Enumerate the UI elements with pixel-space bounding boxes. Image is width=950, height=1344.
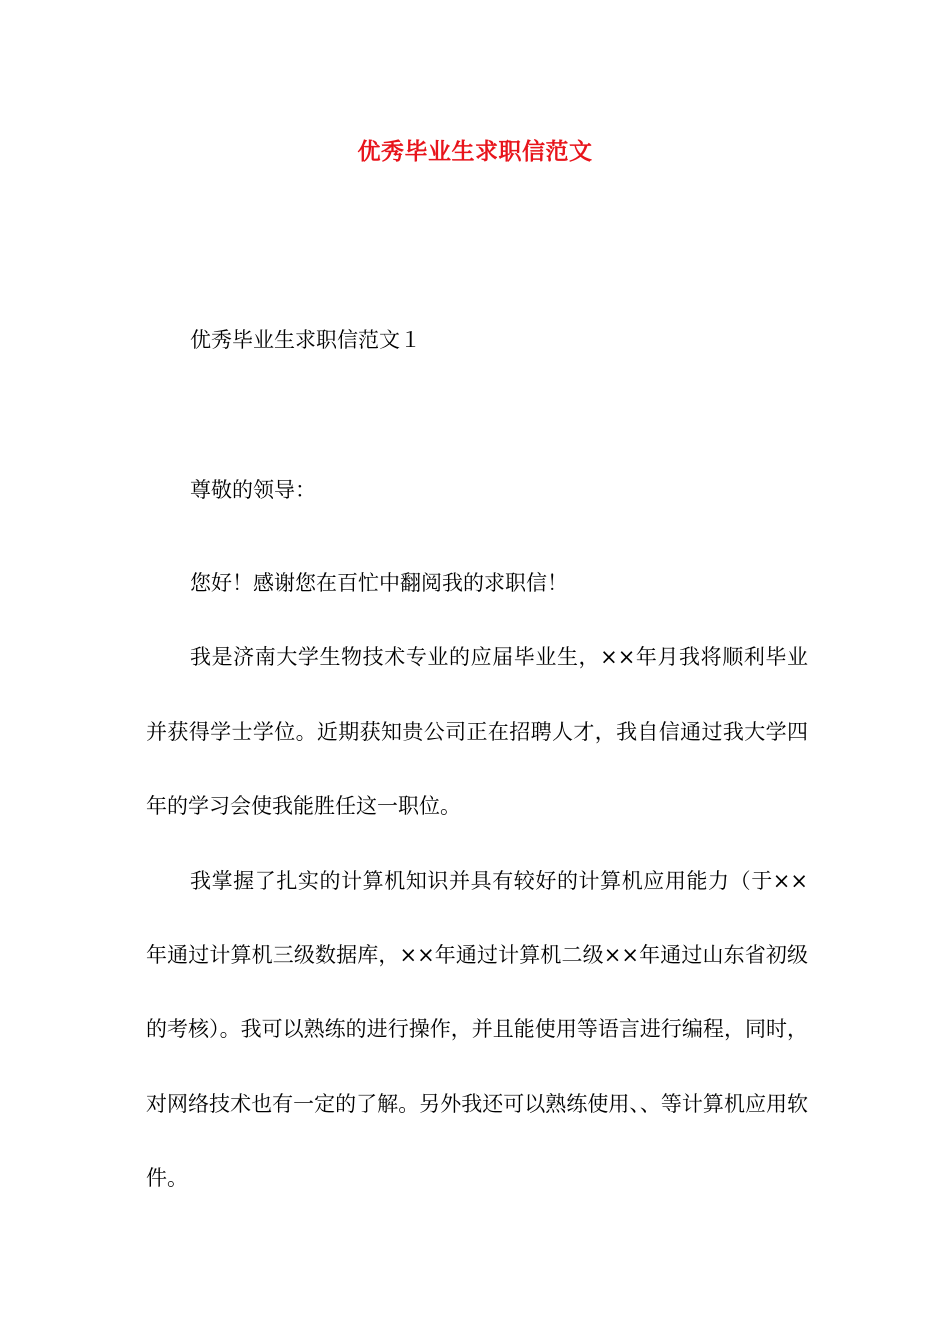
paragraph-computer-skills: 我掌握了扎实的计算机知识并具有较好的计算机应用能力（于××年通过计算机三级数据库，××年通过计算机二级××年通过山东省初级的考核）。我可以熟练的进行操作，并且能使用等语言进行编程，同时，对网络技术也有一定的了解。另外我还可以熟练使用、、等计算机应用软件。 [146, 868, 808, 1191]
paragraph-greeting: 您好！感谢您在百忙中翻阅我的求职信！ [190, 571, 568, 595]
paragraph-introduction: 我是济南大学生物技术专业的应届毕业生，××年月我将顺利毕业并获得学士学位。近期获知贵公司正在招聘人才，我自信通过我大学四年的学习会使我能胜任这一职位。 [146, 645, 808, 819]
document-title: 优秀毕业生求职信范文 [357, 138, 593, 165]
letter-body [146, 546, 808, 1216]
letter-subheading: 优秀毕业生求职信范文１ [190, 328, 421, 352]
letter-salutation: 尊敬的领导： [190, 478, 316, 502]
